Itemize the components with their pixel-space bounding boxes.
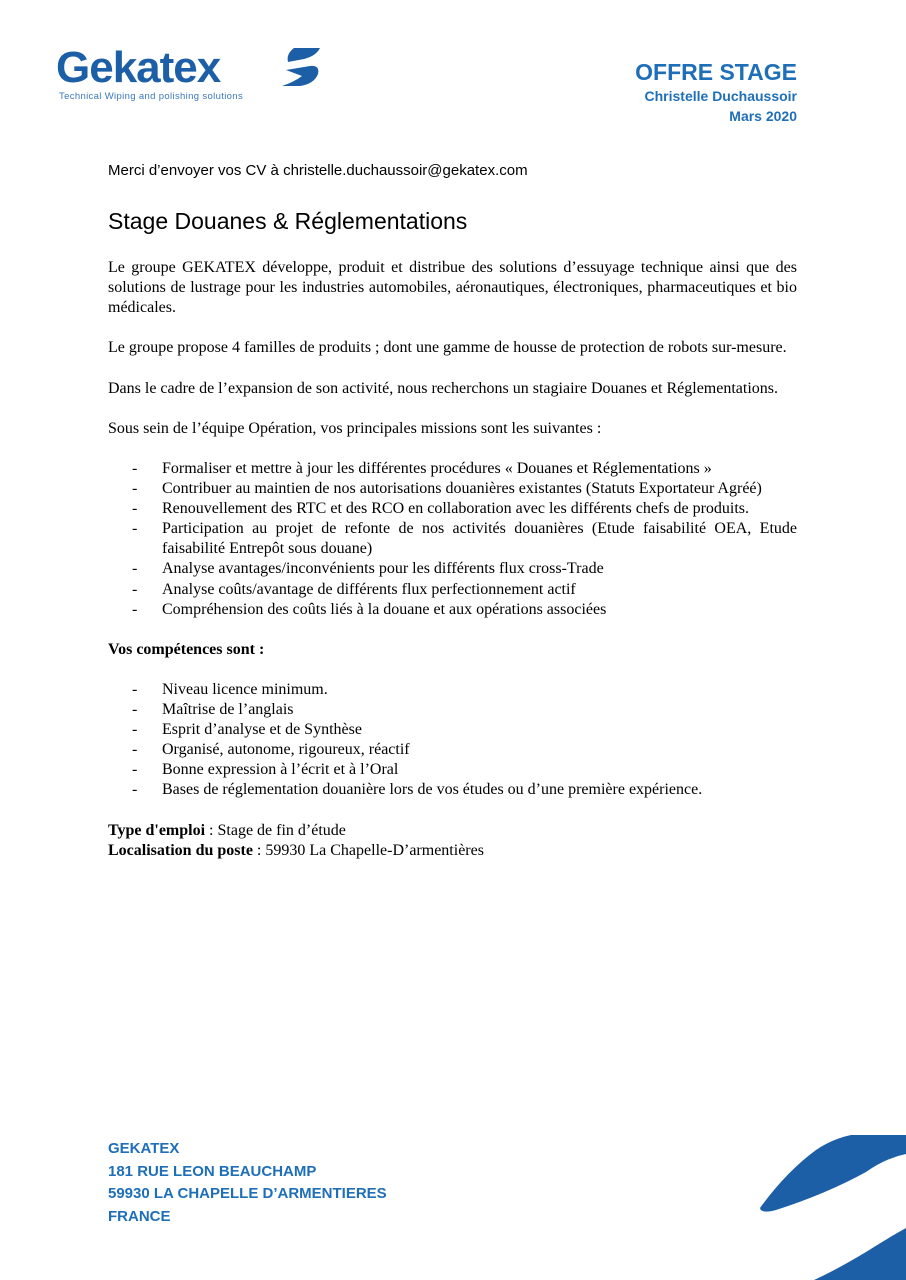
- list-item: - Maîtrise de l’anglais: [108, 700, 797, 720]
- bullet-dash: -: [132, 560, 138, 578]
- offer-date: Mars 2020: [729, 108, 797, 124]
- bullet-dash: -: [132, 761, 138, 779]
- list-item: - Compréhension des coûts liés à la douane et aux opérations associées: [108, 600, 797, 620]
- document-body: [108, 258, 797, 861]
- list-item: - Bonne expression à l’écrit et à l’Oral: [108, 760, 797, 780]
- list-item: - Niveau licence minimum.: [108, 680, 797, 700]
- skills-heading: Vos compétences sont :: [108, 640, 265, 658]
- paragraph-recruitment: Dans le cadre de l’expansion de son activité, nous recherchons un stagiaire Douanes et Réglementations.: [108, 379, 778, 397]
- missions-list: [108, 459, 797, 620]
- cv-instruction: Merci d’envoyer vos CV à christelle.duchaussoir@gekatex.com: [108, 162, 528, 179]
- job-type: [108, 821, 797, 841]
- bullet-dash: -: [132, 701, 138, 719]
- list-item: - Analyse avantages/inconvénients pour les différents flux cross-Trade: [108, 559, 797, 579]
- paragraph-missions-intro: Sous sein de l’équipe Opération, vos principales missions sont les suivantes :: [108, 419, 602, 437]
- logo-wordmark: Gekatex: [56, 43, 221, 92]
- list-item: - Participation au projet de refonte de nos activités douanières (Etude faisabilité OEA, Etude faisabilité Entrepôt sous douane): [132, 520, 797, 558]
- bullet-dash: -: [132, 520, 138, 538]
- job-location-label: Localisation du poste: [108, 841, 253, 859]
- bullet-dash: -: [132, 500, 138, 518]
- paragraph-company: Le groupe GEKATEX développe, produit et distribue des solutions d’essuyage technique ainsi que des solutions de lustrage pour les industries automobiles, aéronautiques, électroniques, pharmaceutiques et bio médicales.: [108, 259, 797, 317]
- list-item: - Bases de réglementation douanière lors de vos études ou d’une première expérience.: [108, 780, 797, 800]
- gekatex-logo: [56, 42, 326, 104]
- footer-city: 59930 LA CHAPELLE D’ARMENTIERES: [108, 1185, 387, 1202]
- bullet-dash: -: [132, 741, 138, 759]
- page-title: Stage Douanes & Réglementations: [108, 208, 468, 234]
- paragraph-products: Le groupe propose 4 familles de produits ; dont une gamme de housse de protection de robots sur-mesure.: [108, 339, 787, 357]
- logo-swoosh-icon: [280, 46, 324, 88]
- bullet-dash: -: [132, 781, 138, 799]
- bullet-dash: -: [132, 721, 138, 739]
- list-item: - Renouvellement des RTC et des RCO en collaboration avec les différents chefs de produits.: [108, 499, 797, 519]
- offer-header: [635, 58, 797, 126]
- list-item: - Analyse coûts/avantage de différents flux perfectionnement actif: [108, 580, 797, 600]
- footer-company: GEKATEX: [108, 1140, 180, 1157]
- offer-title: OFFRE STAGE: [635, 59, 797, 85]
- list-item: - Contribuer au maintien de nos autorisations douanières existantes (Statuts Exportateur Agréé): [108, 479, 797, 499]
- logo-tagline: Technical Wiping and polishing solutions: [59, 91, 244, 102]
- corner-swoosh-icon: [756, 1132, 906, 1280]
- bullet-dash: -: [132, 600, 138, 618]
- footer-address: [108, 1138, 387, 1228]
- bullet-dash: -: [132, 580, 138, 598]
- offer-author: Christelle Duchaussoir: [644, 88, 797, 104]
- bullet-dash: -: [132, 680, 138, 698]
- footer-country: FRANCE: [108, 1207, 171, 1225]
- list-item: - Esprit d’analyse et de Synthèse: [108, 720, 797, 740]
- list-item: - Organisé, autonome, rigoureux, réactif: [108, 740, 797, 760]
- bullet-dash: -: [132, 480, 138, 498]
- job-location: [108, 841, 797, 861]
- list-item: - Formaliser et mettre à jour les différentes procédures « Douanes et Réglementations »: [108, 459, 797, 479]
- skills-list: [108, 680, 797, 801]
- job-type-value: : Stage de fin d’étude: [205, 821, 346, 839]
- footer-street: 181 RUE LEON BEAUCHAMP: [108, 1162, 317, 1180]
- bullet-dash: -: [132, 459, 138, 477]
- job-type-label: Type d'emploi: [108, 821, 206, 839]
- job-location-value: : 59930 La Chapelle-D’armentières: [252, 841, 484, 859]
